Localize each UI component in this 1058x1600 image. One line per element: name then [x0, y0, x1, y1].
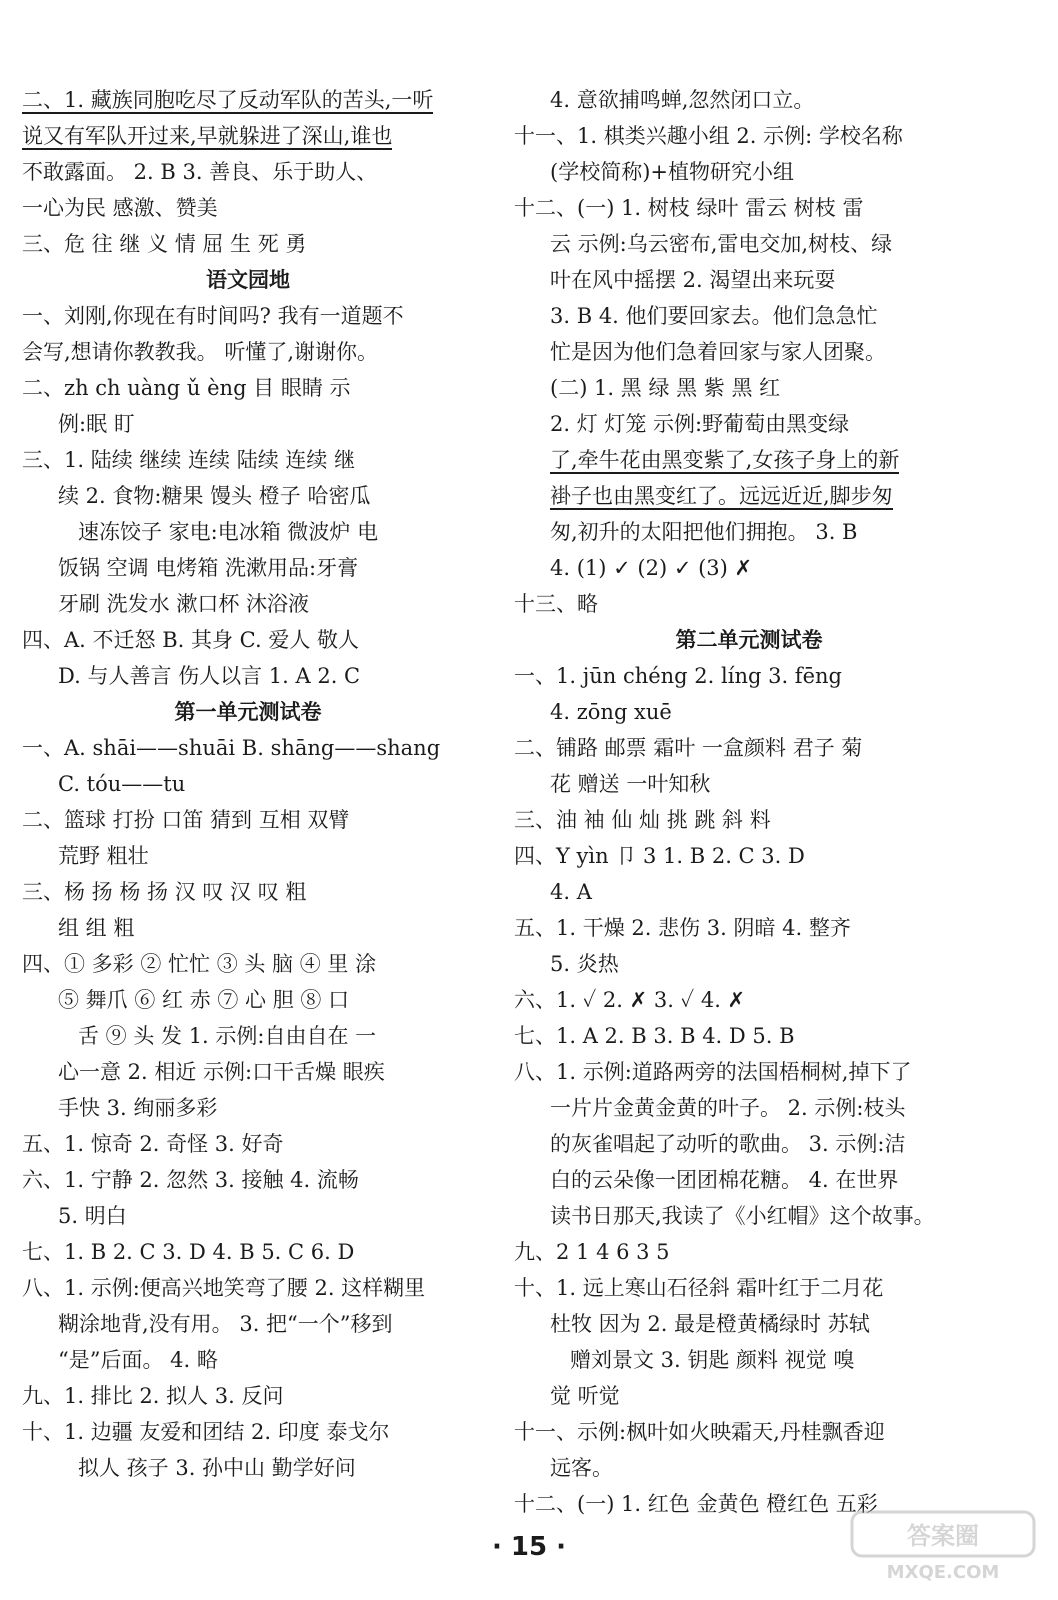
answer-line	[514, 226, 984, 262]
answer-text: 二、铺路 邮票 霜叶 一盒颜料 君子 菊	[514, 736, 863, 760]
answer-text: D. 与人善言 伤人以言 1. A 2. C	[58, 664, 361, 688]
answer-text: 五、1. 惊奇 2. 奇怪 3. 好奇	[22, 1132, 284, 1156]
answer-line	[22, 622, 474, 658]
answer-text: 白的云朵像一团团棉花糖。 4. 在世界	[550, 1168, 899, 1192]
answer-line	[514, 1306, 984, 1342]
answer-text: 组 组 粗	[58, 916, 135, 940]
answer-line	[22, 298, 474, 334]
answer-text: 饭锅 空调 电烤箱 洗漱用品:牙膏	[58, 556, 359, 580]
answer-line	[22, 1306, 474, 1342]
answer-text: 四、A. 不迁怒 B. 其身 C. 爱人 敬人	[22, 628, 359, 652]
answer-text: 2. 灯 灯笼 示例:野葡萄由黑变绿	[550, 412, 850, 436]
answer-line	[22, 550, 474, 586]
answer-text: 九、2 1 4 6 3 5	[514, 1240, 670, 1264]
answer-text: 匆,初升的太阳把他们拥抱。 3. B	[550, 520, 858, 544]
answer-line	[22, 406, 474, 442]
answer-line	[22, 1126, 474, 1162]
answer-line	[22, 514, 474, 550]
right-column	[514, 82, 984, 1522]
answer-line	[22, 118, 474, 154]
answer-text: 4. 意欲捕鸣蝉,忽然闭口立。	[550, 88, 815, 112]
answer-text: 远客。	[550, 1456, 613, 1480]
answer-text: 三、危 往 继 义 情 屈 生 死 勇	[22, 232, 307, 256]
answer-text: 花 赠送 一叶知秋	[550, 772, 711, 796]
answer-text: 六、1. ✓ 2. ✗ 3. ✓ 4. ✗	[514, 988, 746, 1012]
answer-text: 八、1. 示例:便高兴地笑弯了腰 2. 这样糊里	[22, 1276, 426, 1300]
answer-line	[514, 1450, 984, 1486]
answer-line	[514, 262, 984, 298]
answer-line	[22, 1054, 474, 1090]
answer-line	[514, 910, 984, 946]
answer-line	[22, 1234, 474, 1270]
answer-text: 三、杨 扬 杨 扬 汉 叹 汉 叹 粗	[22, 880, 307, 904]
answer-line	[22, 1090, 474, 1126]
answer-text: 一、刘刚,你现在有时间吗? 我有一道题不	[22, 304, 404, 328]
answer-line	[514, 658, 984, 694]
answer-line	[514, 1270, 984, 1306]
answer-text: “是”后面。 4. 略	[58, 1348, 218, 1372]
answer-text: 十三、略	[514, 592, 598, 616]
answer-text: 拟人 孩子 3. 孙中山 勤学好问	[78, 1456, 356, 1480]
svg-text:MXQE.COM: MXQE.COM	[886, 1562, 1000, 1583]
page-number: · 15 ·	[491, 1532, 567, 1562]
section-heading	[22, 262, 474, 298]
answer-text: 续 2. 食物:糖果 馒头 橙子 哈密瓜	[58, 484, 371, 508]
answer-line	[22, 946, 474, 982]
answer-line	[514, 838, 984, 874]
answer-text: 七、1. A 2. B 3. B 4. D 5. B	[514, 1024, 795, 1048]
answer-text: 觉 听觉	[550, 1384, 620, 1408]
left-column	[22, 82, 474, 1486]
heading-text: 语文园地	[206, 268, 290, 292]
answer-text: 三、1. 陆续 继续 连续 陆续 连续 继	[22, 448, 356, 472]
answer-line	[22, 1378, 474, 1414]
answer-text: 心一意 2. 相近 示例:口干舌燥 眼疾	[58, 1060, 385, 1084]
answer-line	[22, 226, 474, 262]
answer-text: 二、篮球 打扮 口笛 猜到 互相 双臂	[22, 808, 350, 832]
answer-line	[22, 478, 474, 514]
answer-line	[22, 802, 474, 838]
answer-text: 了,牵牛花由黑变紫了,女孩子身上的新	[550, 448, 900, 472]
answer-text: 四、Y yìn 卩 3 1. B 2. C 3. D	[514, 844, 805, 868]
answer-text: 例:眠 盯	[58, 412, 135, 436]
svg-text:答案圈: 答案圈	[907, 1522, 979, 1550]
answer-text: 4. A	[550, 880, 592, 904]
answer-line	[514, 370, 984, 406]
answer-text: 十、1. 边疆 友爱和团结 2. 印度 泰戈尔	[22, 1420, 390, 1444]
answer-text: 七、1. B 2. C 3. D 4. B 5. C 6. D	[22, 1240, 355, 1264]
answer-text: 赠刘景文 3. 钥匙 颜料 视觉 嗅	[570, 1348, 855, 1372]
answer-text: 不敢露面。 2. B 3. 善良、乐于助人、	[22, 160, 378, 184]
answer-text: 牙刷 洗发水 漱口杯 沐浴液	[58, 592, 310, 616]
answer-text: 三、油 袖 仙 灿 挑 跳 斜 料	[514, 808, 771, 832]
answer-text: 速冻饺子 家电:电冰箱 微波炉 电	[78, 520, 379, 544]
answer-line	[514, 118, 984, 154]
answer-text: 一心为民 感激、赞美	[22, 196, 218, 220]
answer-line	[514, 514, 984, 550]
answer-line	[22, 1162, 474, 1198]
answer-line	[514, 190, 984, 226]
section-heading	[514, 622, 984, 658]
answer-text: 舌 ⑨ 头 发 1. 示例:自由自在 一	[78, 1024, 377, 1048]
answer-line	[514, 586, 984, 622]
answer-text: 五、1. 干燥 2. 悲伤 3. 阴暗 4. 整齐	[514, 916, 851, 940]
answer-text: 一、1. jūn chéng 2. líng 3. fēng	[514, 664, 842, 688]
watermark-logo	[848, 1508, 1038, 1586]
answer-line	[514, 1378, 984, 1414]
answer-text: 糊涂地背,没有用。 3. 把“一个”移到	[58, 1312, 393, 1336]
answer-line	[22, 1270, 474, 1306]
answer-text: 荒野 粗壮	[58, 844, 149, 868]
answer-line	[514, 1414, 984, 1450]
answer-line	[514, 442, 984, 478]
answer-text: 一片片金黄金黄的叶子。 2. 示例:枝头	[550, 1096, 906, 1120]
answer-line	[514, 730, 984, 766]
section-heading	[22, 694, 474, 730]
answer-line	[514, 1234, 984, 1270]
answer-line	[22, 82, 474, 118]
heading-text: 第二单元测试卷	[675, 628, 823, 652]
answer-line	[514, 946, 984, 982]
answer-line	[22, 766, 474, 802]
answer-line	[22, 658, 474, 694]
answer-text: C. tóu——tu	[58, 772, 186, 796]
answer-line	[22, 838, 474, 874]
answer-line	[22, 370, 474, 406]
answer-text: 十一、1. 棋类兴趣小组 2. 示例: 学校名称	[514, 124, 903, 148]
answer-line	[514, 982, 984, 1018]
answer-line	[22, 1198, 474, 1234]
answer-line	[22, 1018, 474, 1054]
answer-line	[514, 478, 984, 514]
answer-line	[514, 550, 984, 586]
answer-line	[514, 1054, 984, 1090]
answer-line	[514, 82, 984, 118]
answer-line	[514, 1018, 984, 1054]
answer-text: 二、zh ch uàng ǔ èng 目 眼睛 示	[22, 376, 351, 400]
answer-line	[22, 190, 474, 226]
answer-line	[22, 730, 474, 766]
answer-text: (学校简称)+植物研究小组	[550, 160, 794, 184]
answer-line	[514, 1162, 984, 1198]
answer-line	[514, 154, 984, 190]
answer-text: 4. zōng xuē	[550, 700, 672, 724]
answer-text: 3. B 4. 他们要回家去。他们急急忙	[550, 304, 878, 328]
answer-line	[22, 982, 474, 1018]
answer-text: 4. (1) ✓ (2) ✓ (3) ✗	[550, 556, 753, 580]
answer-line	[514, 874, 984, 910]
answer-line	[22, 154, 474, 190]
answer-text: 十二、(一) 1. 红色 金黄色 橙红色 五彩	[514, 1492, 878, 1516]
answer-text: 5. 明白	[58, 1204, 127, 1228]
answer-line	[22, 1450, 474, 1486]
answer-text: 忙是因为他们急着回家与家人团聚。	[550, 340, 886, 364]
answer-text: 说又有军队开过来,早就躲进了深山,谁也	[22, 124, 393, 148]
answer-line	[22, 586, 474, 622]
answer-text: 云 示例:乌云密布,雷电交加,树枝、绿	[550, 232, 893, 256]
answer-text: 读书日那天,我读了《小红帽》这个故事。	[550, 1204, 935, 1228]
answer-line	[22, 910, 474, 946]
answer-text: 叶在风中摇摆 2. 渴望出来玩耍	[550, 268, 836, 292]
answer-line	[514, 406, 984, 442]
answer-line	[514, 298, 984, 334]
answer-line	[22, 334, 474, 370]
answer-line	[22, 442, 474, 478]
answer-text: 十二、(一) 1. 树枝 绿叶 雷云 树枝 雷	[514, 196, 864, 220]
answer-line	[514, 694, 984, 730]
answer-text: ⑤ 舞爪 ⑥ 红 赤 ⑦ 心 胆 ⑧ 口	[58, 988, 350, 1012]
answer-text: 手快 3. 绚丽多彩	[58, 1096, 218, 1120]
answer-line	[514, 766, 984, 802]
answer-line	[514, 1342, 984, 1378]
answer-text: 褂子也由黑变红了。远远近近,脚步匆	[550, 484, 893, 508]
answer-text: 四、① 多彩 ② 忙忙 ③ 头 脑 ④ 里 涂	[22, 952, 377, 976]
answer-text: 会写,想请你教教我。 听懂了,谢谢你。	[22, 340, 379, 364]
answer-text: (二) 1. 黑 绿 黑 紫 黑 红	[550, 376, 781, 400]
answer-text: 十、1. 远上寒山石径斜 霜叶红于二月花	[514, 1276, 884, 1300]
answer-line	[514, 1090, 984, 1126]
answer-text: 二、1. 藏族同胞吃尽了反动军队的苦头,一听	[22, 88, 434, 112]
answer-line	[514, 1198, 984, 1234]
answer-text: 六、1. 宁静 2. 忽然 3. 接触 4. 流畅	[22, 1168, 359, 1192]
answer-text: 的灰雀唱起了动听的歌曲。 3. 示例:洁	[550, 1132, 906, 1156]
answer-text: 八、1. 示例:道路两旁的法国梧桐树,掉下了	[514, 1060, 912, 1084]
answer-line	[22, 1342, 474, 1378]
answer-text: 十一、示例:枫叶如火映霜天,丹桂飘香迎	[514, 1420, 885, 1444]
answer-line	[22, 1414, 474, 1450]
answer-text: 九、1. 排比 2. 拟人 3. 反问	[22, 1384, 284, 1408]
answer-line	[514, 1126, 984, 1162]
answer-text: 5. 炎热	[550, 952, 619, 976]
heading-text: 第一单元测试卷	[174, 700, 322, 724]
answer-text: 杜牧 因为 2. 最是橙黄橘绿时 苏轼	[550, 1312, 870, 1336]
answer-line	[22, 874, 474, 910]
answer-line	[514, 334, 984, 370]
answer-text: 一、A. shāi——shuāi B. shāng——shang	[22, 736, 441, 760]
answer-line	[514, 802, 984, 838]
